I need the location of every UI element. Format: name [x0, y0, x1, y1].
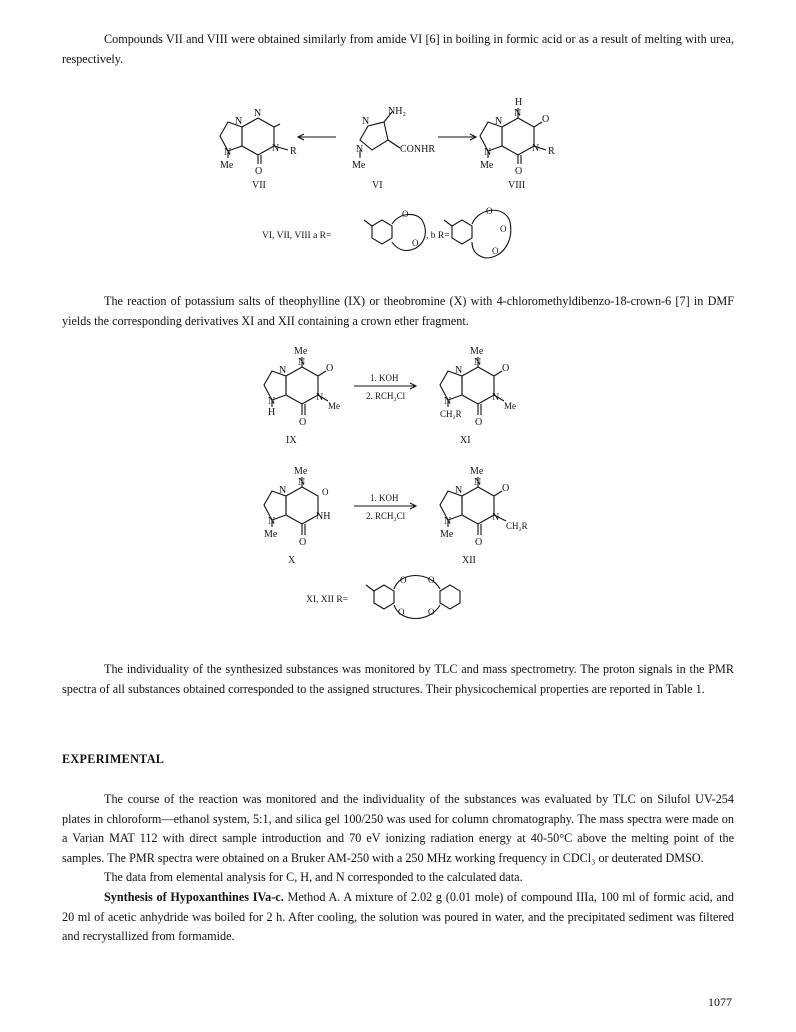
- ix-h: H: [268, 407, 276, 418]
- vii-n-5: N: [235, 116, 243, 127]
- vii-me: Me: [220, 160, 234, 171]
- label-x: X: [288, 555, 296, 566]
- reagent-1-step1: 1. KOH: [370, 373, 399, 383]
- page-number: 1077: [708, 995, 732, 1009]
- label-vii: VII: [252, 180, 266, 191]
- x-nh: NH: [316, 511, 331, 522]
- xi-o-top: O: [502, 363, 510, 374]
- viii-o-top: O: [542, 114, 550, 125]
- xi-pyrimidine-ring: [462, 367, 494, 404]
- vi-n-top: N: [362, 116, 370, 127]
- xi-o: O: [475, 417, 483, 428]
- viii-n-top: N: [514, 108, 522, 119]
- crown-benzene-right: [440, 585, 460, 609]
- xi-me-n: Me: [504, 401, 516, 411]
- xi-n-9: N: [444, 396, 452, 407]
- reagent-1-step2: 2. RCH₂Cl: [366, 391, 406, 401]
- viii-pyrimidine-ring: [502, 118, 534, 155]
- crown-benzene-left: [374, 585, 394, 609]
- ix-me-n: Me: [328, 401, 340, 411]
- viii-o: O: [515, 166, 523, 177]
- xii-n-9: N: [444, 516, 452, 527]
- viii-n-1: N: [532, 143, 540, 154]
- xii-pyrimidine-ring: [462, 487, 494, 524]
- viii-h: H: [515, 97, 523, 108]
- r-def-mid: , b R=: [426, 231, 450, 241]
- vi-n-bottom: N: [356, 144, 364, 155]
- xii-me-bottom: Me: [440, 529, 454, 540]
- label-xi: XI: [460, 435, 471, 446]
- x-o: O: [299, 537, 307, 548]
- x-me: Me: [294, 466, 308, 477]
- xii-o: O: [475, 537, 483, 548]
- ix-o: O: [299, 417, 307, 428]
- vii-n-1: N: [272, 143, 280, 154]
- crown-o2: O: [428, 575, 435, 585]
- crown-b-o1: O: [486, 206, 493, 216]
- xii-n-7: N: [455, 485, 463, 496]
- xi-n-7: N: [455, 365, 463, 376]
- crown-a-benzene: [372, 220, 392, 244]
- r-def-prefix: VI, VII, VIII a R=: [262, 231, 332, 241]
- xi-n-top: N: [474, 357, 482, 368]
- viii-me: Me: [480, 160, 494, 171]
- experimental-paragraph-1: The course of the reaction was monitored and the individuality of the substances was evaluated by TLC on Silufol UV-254 plates in chloroform—ethanol system, 5:1, and silica gel 100/250 was used for column chromatography. The mass spectra were made on a Varian MAT 112 with direct sample introduction and 70 eV ionizing radiation energy at 40-50°C above the melting point of the samples. The PMR spectra were obtained on a Bruker AM-250 with a 250 MHz working frequency in CDCl₃ or deuterated DMSO.: [62, 792, 734, 865]
- vi-conhr: CONHR: [400, 144, 436, 155]
- vii-n-top: N: [254, 108, 262, 119]
- viii-n-5: N: [495, 116, 503, 127]
- x-n-9: N: [268, 516, 276, 527]
- crown-b-o2: O: [500, 224, 507, 234]
- vii-n-9: N: [224, 147, 232, 158]
- xi-me: Me: [470, 346, 484, 357]
- crown-b-o3: O: [492, 246, 499, 256]
- vii-pyrimidine-ring: [242, 118, 274, 155]
- crown-a-o2: O: [412, 238, 419, 248]
- crown-o3: O: [398, 607, 405, 617]
- x-o-top: O: [322, 487, 329, 497]
- ix-pyrimidine-ring: [286, 367, 318, 404]
- xii-n-1: N: [492, 512, 500, 523]
- label-viii: VIII: [508, 180, 526, 191]
- label-xii: XII: [462, 555, 476, 566]
- crown-o4: O: [428, 607, 435, 617]
- xii-ch2r: CH₂R: [506, 521, 528, 531]
- xi-ch2r: CH₂R: [440, 409, 462, 419]
- crown-o1: O: [400, 575, 407, 585]
- xii-n-top: N: [474, 477, 482, 488]
- x-n-7: N: [279, 485, 287, 496]
- x-me-bottom: Me: [264, 529, 278, 540]
- crown-b-benzene: [452, 220, 472, 244]
- experimental-heading: EXPERIMENTAL: [62, 752, 165, 766]
- individuality-paragraph: The individuality of the synthesized substances was monitored by TLC and mass spectrometry. The proton signals in the PMR spectra of all substances obtained corresponded to the assigned structures. Their physicochemical properties are reported in Table 1.: [62, 662, 734, 696]
- ix-n-1: N: [316, 392, 324, 403]
- xii-o-top: O: [502, 483, 510, 494]
- experimental-paragraph-3: [62, 888, 734, 947]
- intro-paragraph: Compounds VII and VIII were obtained similarly from amide VI [6] in boiling in formic acid or as a result of melting with urea, respectively.: [62, 32, 734, 66]
- viii-n-9: N: [484, 147, 492, 158]
- reagent-2-step2: 2. RCH₂Cl: [366, 511, 406, 521]
- ix-me: Me: [294, 346, 308, 357]
- xi-n-1: N: [492, 392, 500, 403]
- ix-o-top: O: [326, 363, 334, 374]
- scheme-1: [200, 96, 600, 276]
- reaction-paragraph: The reaction of potassium salts of theophylline (IX) or theobromine (X) with 4-chloromethyldibenzo-18-crown-6 [7] in DMF yields the corresponding derivatives XI and XII containing a crown ether fragment.: [62, 294, 734, 328]
- x-pyrimidine-ring: [286, 487, 318, 524]
- vi-nh2: NH₂: [388, 106, 406, 117]
- vii-r: R: [290, 146, 297, 157]
- ix-n-9: N: [268, 396, 276, 407]
- ix-n-top: N: [298, 357, 306, 368]
- r-def-xi-xii: XI, XII R=: [306, 595, 349, 605]
- label-vi: VI: [372, 180, 383, 191]
- ix-n-7: N: [279, 365, 287, 376]
- xii-me: Me: [470, 466, 484, 477]
- vi-me: Me: [352, 160, 366, 171]
- reagent-2-step1: 1. KOH: [370, 493, 399, 503]
- label-ix: IX: [286, 435, 297, 446]
- synthesis-text: Method A. A mixture of 2.02 g (0.01 mole) of compound IIIa, 100 ml of formic acid, and 20 ml of acetic anhydride was boiled for 2 h. After cooling, the solution was poured in water, and the precipitated sediment was filtered and recrystallized from formamide.: [62, 890, 734, 943]
- crown-a-o1: O: [402, 209, 409, 219]
- viii-r: R: [548, 146, 555, 157]
- experimental-paragraph-2: The data from elemental analysis for C, H, and N corresponded to the calculated data.: [104, 870, 523, 884]
- crown-a-ether-ring: [392, 214, 425, 250]
- scheme-2: [250, 345, 550, 635]
- vii-o: O: [255, 166, 263, 177]
- x-n-top: N: [298, 477, 306, 488]
- synthesis-title: Synthesis of Hypoxanthines IVa-c.: [104, 890, 284, 904]
